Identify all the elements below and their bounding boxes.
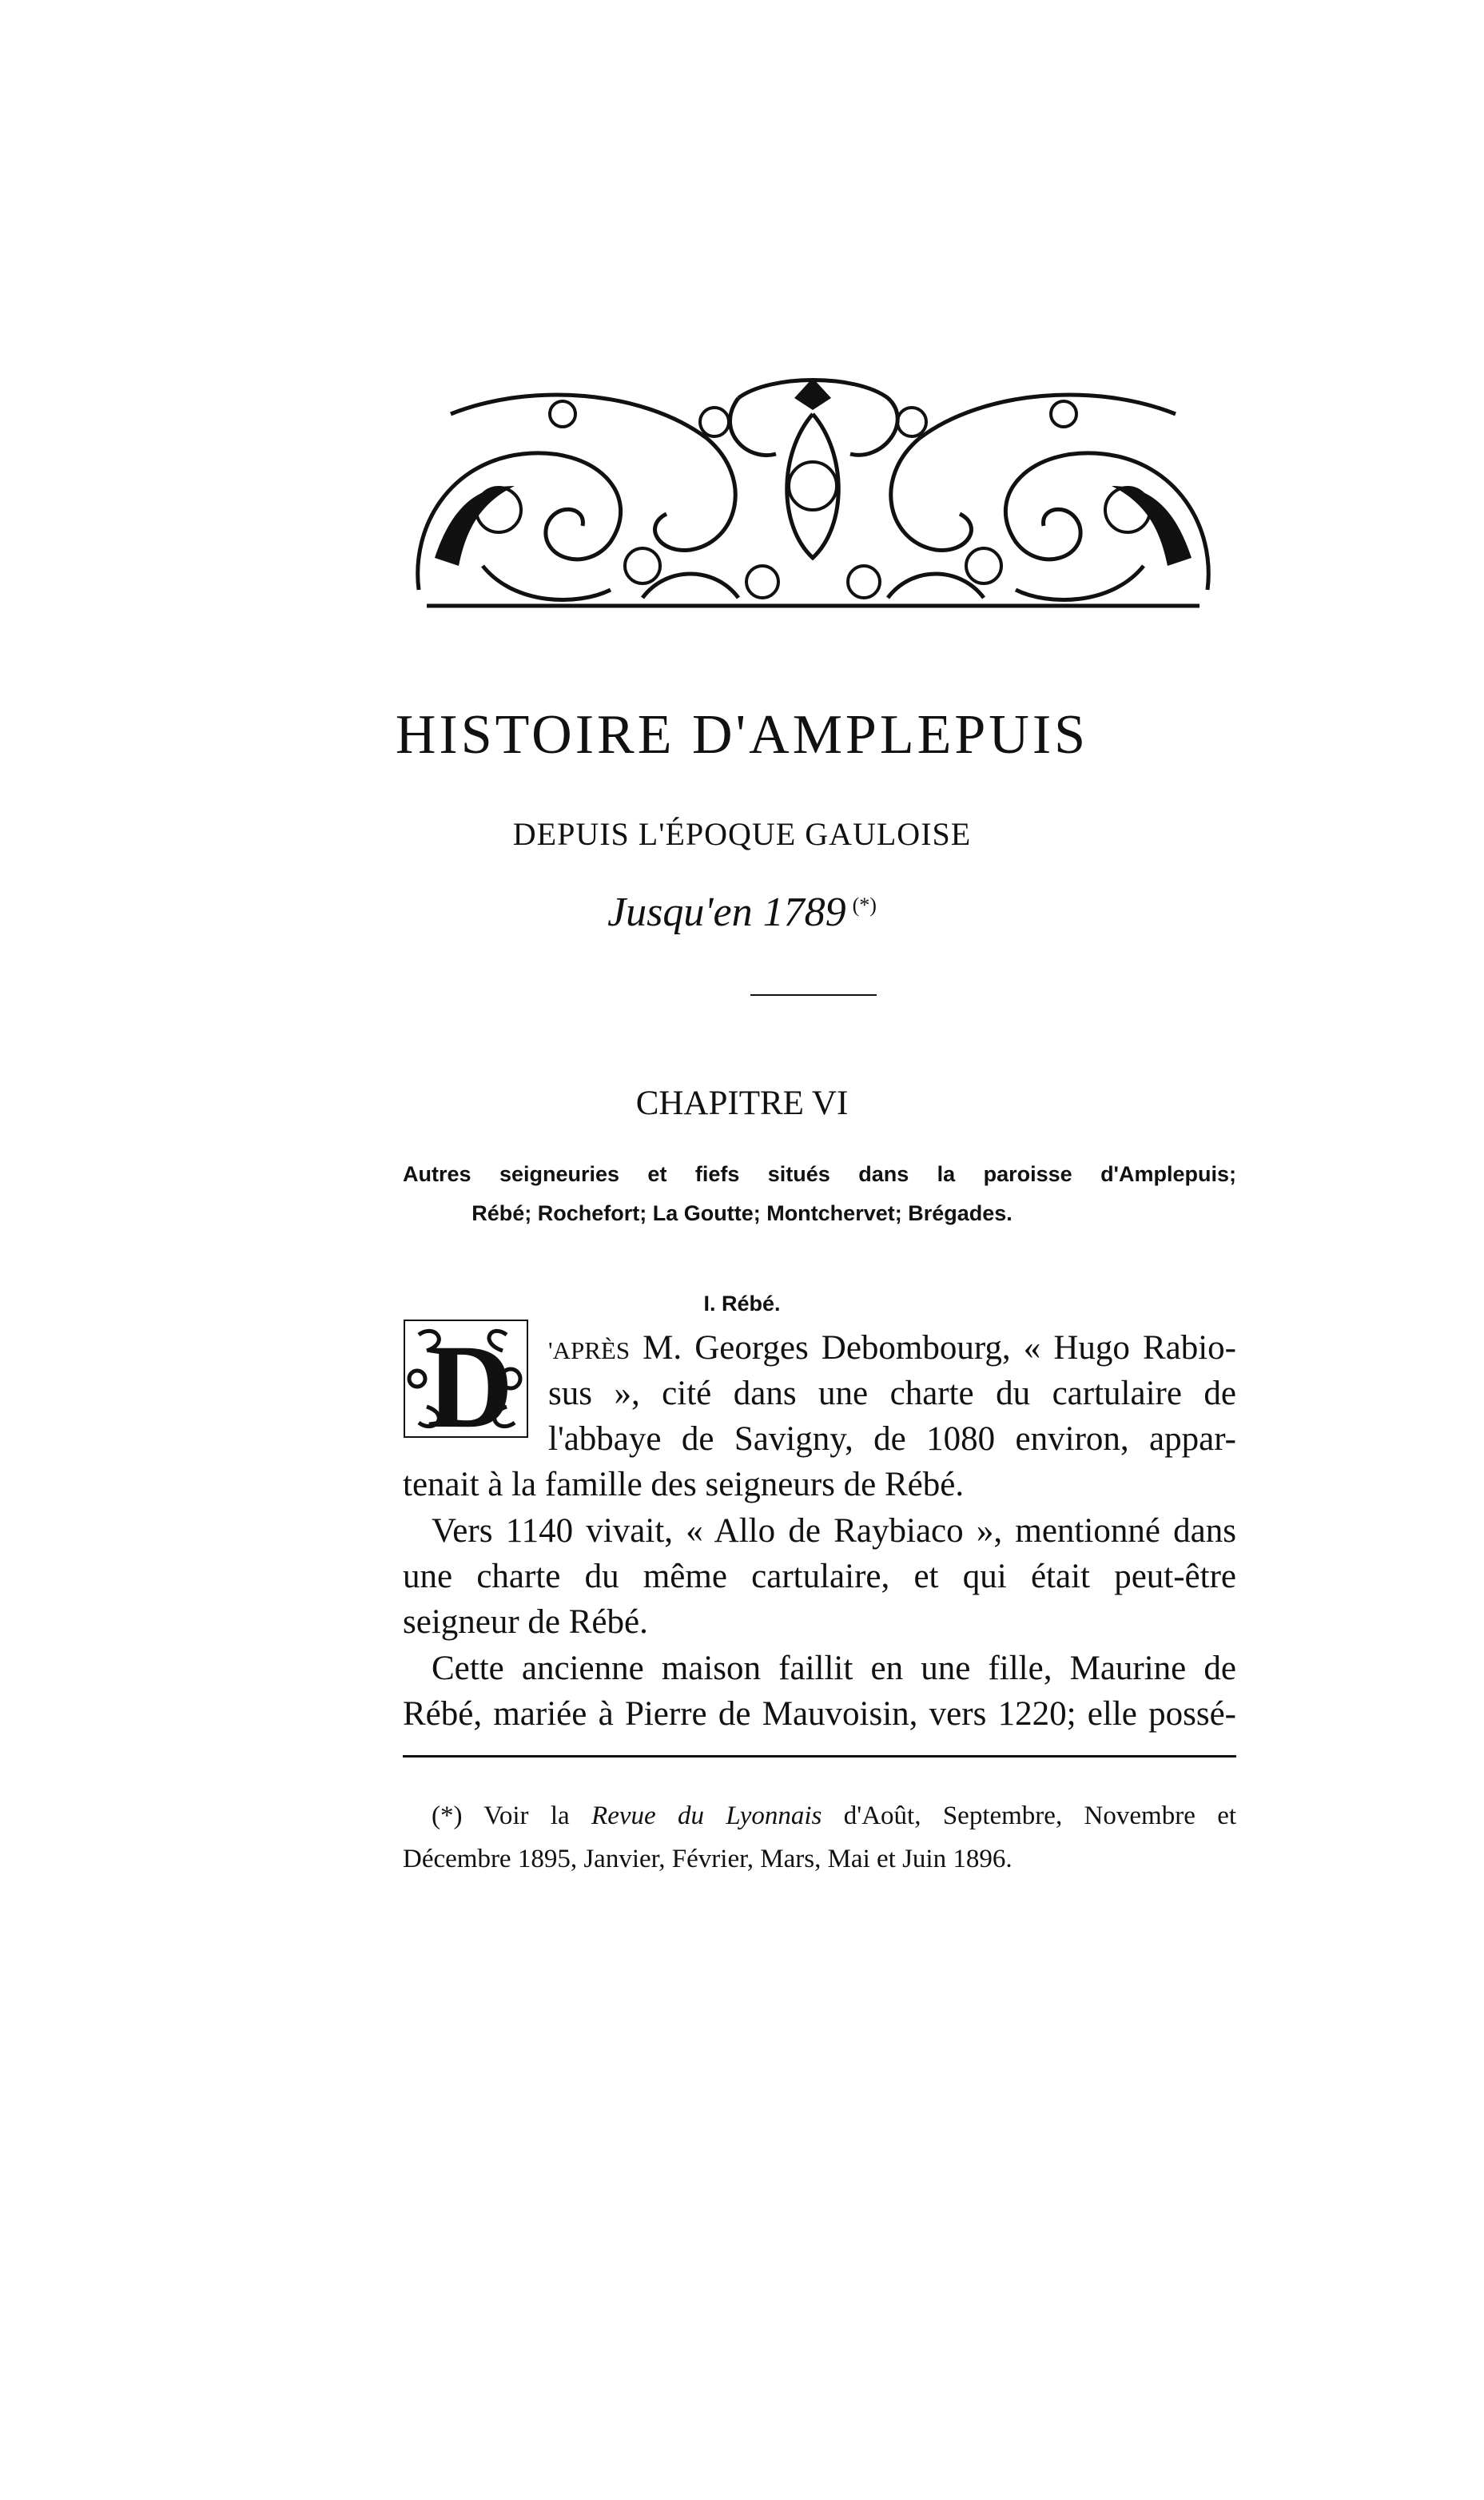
chapter-heading: CHAPITRE VI xyxy=(635,1085,849,1122)
footnote-reference[interactable]: (*) xyxy=(852,894,877,917)
svg-text:D: D xyxy=(427,1320,514,1439)
date-range-text: Jusqu'en 1789 xyxy=(607,890,846,935)
footnote-line-1: (*) Voir la Revue du Lyonnais d'Août, Septembre, Novembre et xyxy=(432,1801,1237,1830)
body-line: Cette ancienne maison faillit en une fille, Maurine de xyxy=(432,1650,1236,1687)
page-title: HISTOIRE D'AMPLEPUIS xyxy=(395,704,1089,766)
body-line: sus », cité dans une charte du cartulaire de xyxy=(548,1375,1236,1412)
decorative-headpiece-ornament xyxy=(403,366,1223,613)
page-subtitle: DEPUIS L'ÉPOQUE GAULOISE xyxy=(512,816,972,852)
chapter-summary-line-1: Autres seigneuries et fiefs situés dans la paroisse d'Amplepuis; xyxy=(403,1162,1236,1186)
journal-title: Revue du Lyonnais xyxy=(591,1801,822,1830)
footnote-line-2: Décembre 1895, Janvier, Février, Mars, Mai et Juin 1896. xyxy=(403,1845,1013,1873)
body-line: seigneur de Rébé. xyxy=(403,1603,648,1641)
body-line: Vers 1140 vivait, « Allo de Raybiaco », mentionné dans xyxy=(432,1512,1236,1550)
chapter-summary-line-2: Rébé; Rochefort; La Goutte; Montchervet; Brégades. xyxy=(471,1201,1013,1225)
body-line: 'APRÈS M. Georges Debombourg, « Hugo Rabio- xyxy=(548,1329,1236,1367)
body-line: une charte du même cartulaire, et qui était peut-être xyxy=(403,1558,1236,1595)
decorated-dropcap-d xyxy=(403,1319,529,1439)
footnote-divider xyxy=(403,1755,1236,1758)
body-line: tenait à la famille des seigneurs de Rébé. xyxy=(403,1466,965,1503)
body-line: Rébé, mariée à Pierre de Mauvoisin, vers 1220; elle possé- xyxy=(403,1695,1236,1733)
section-heading: I. Rébé. xyxy=(703,1292,781,1316)
title-divider xyxy=(750,994,877,996)
body-line: l'abbaye de Savigny, de 1080 environ, appar- xyxy=(548,1420,1236,1458)
date-range xyxy=(0,889,1484,936)
